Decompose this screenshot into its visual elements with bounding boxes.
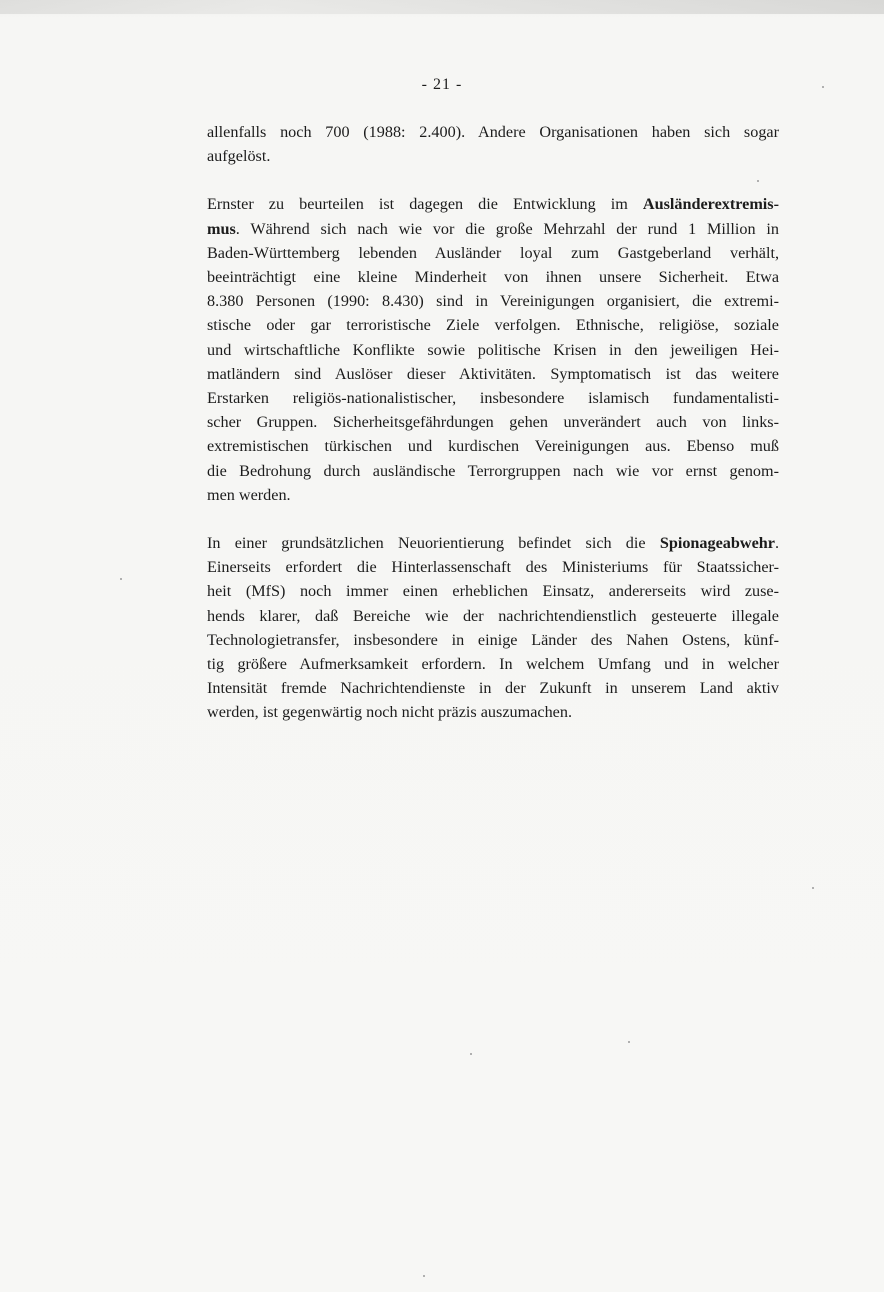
scan-speck (470, 1053, 472, 1055)
text-line: und wirtschaftliche Konflikte sowie politische Krisen in den jeweiligen Hei- (207, 340, 779, 359)
text-line: Technologietransfer, insbesondere in einige Länder des Nahen Ostens, künf- (207, 630, 779, 649)
scan-speck (812, 887, 814, 889)
emphasized-term: Spionageabwehr (659, 534, 775, 553)
text-line: allenfalls noch 700 (1988: 2.400). Andere Organisationen haben sich sogar (207, 123, 779, 141)
text-line: matländern sind Auslöser dieser Aktivitäten. Symptomatisch ist das weitere (207, 364, 779, 383)
text-line: werden, ist gegenwärtig noch nicht präzis auszumachen. (207, 703, 572, 722)
emphasized-term: mus (207, 219, 236, 238)
text-line: Intensität fremde Nachrichtendienste in der Zukunft in unserem Land aktiv (207, 679, 779, 698)
body-text (207, 120, 779, 749)
scan-speck (757, 180, 759, 182)
page-number: - 21 - (421, 76, 463, 93)
text-line: stische oder gar terroristische Ziele verfolgen. Ethnische, religiöse, soziale (207, 316, 779, 335)
scan-edge-shadow (0, 0, 884, 14)
paragraph-2 (207, 192, 779, 507)
text-line: extremistischen türkischen und kurdischen Vereinigungen aus. Ebenso muß (207, 437, 779, 456)
text-line: men werden. (207, 485, 291, 504)
text-line: beeinträchtigt eine kleine Minderheit von ihnen unsere Sicherheit. Etwa (207, 268, 779, 287)
text-line: mus. Während sich nach wie vor die große Mehrzahl der rund 1 Million in (207, 219, 779, 238)
emphasized-term: Ausländerextremis- (642, 195, 779, 214)
text-line: Baden-Württemberg lebenden Ausländer loyal zum Gastgeberland verhält, (207, 243, 779, 262)
text-line: scher Gruppen. Sicherheitsgefährdungen gehen unverändert auch von links- (207, 413, 779, 432)
text-line: hends klarer, daß Bereiche wie der nachrichtendienstlich gesteuerte illegale (207, 606, 779, 625)
scan-speck (628, 1041, 630, 1043)
text-line: heit (MfS) noch immer einen erheblichen Einsatz, andererseits wird zuse- (207, 582, 779, 601)
text-line: In einer grundsätzlichen Neuorientierung befindet sich die Spionageabwehr. (207, 534, 779, 553)
paragraph-1 (207, 120, 779, 168)
text-line: tig größere Aufmerksamkeit erfordern. In welchem Umfang und in welcher (207, 655, 779, 674)
paragraph-3 (207, 531, 779, 725)
scan-speck (120, 578, 122, 580)
text-line: Ernster zu beurteilen ist dagegen die Entwicklung im Ausländerextremis- (207, 195, 779, 214)
text-line: Erstarken religiös-nationalistischer, insbesondere islamisch fundamentalisti- (207, 389, 779, 408)
text-line: aufgelöst. (207, 147, 271, 166)
text-line: 8.380 Personen (1990: 8.430) sind in Vereinigungen organisiert, die extremi- (207, 292, 779, 311)
text-line: Einerseits erfordert die Hinterlassenschaft des Ministeriums für Staatssicher- (207, 558, 779, 577)
text-line: die Bedrohung durch ausländische Terrorgruppen nach wie vor ernst genom- (207, 461, 779, 480)
scan-speck (822, 86, 824, 88)
scan-speck (423, 1275, 425, 1277)
